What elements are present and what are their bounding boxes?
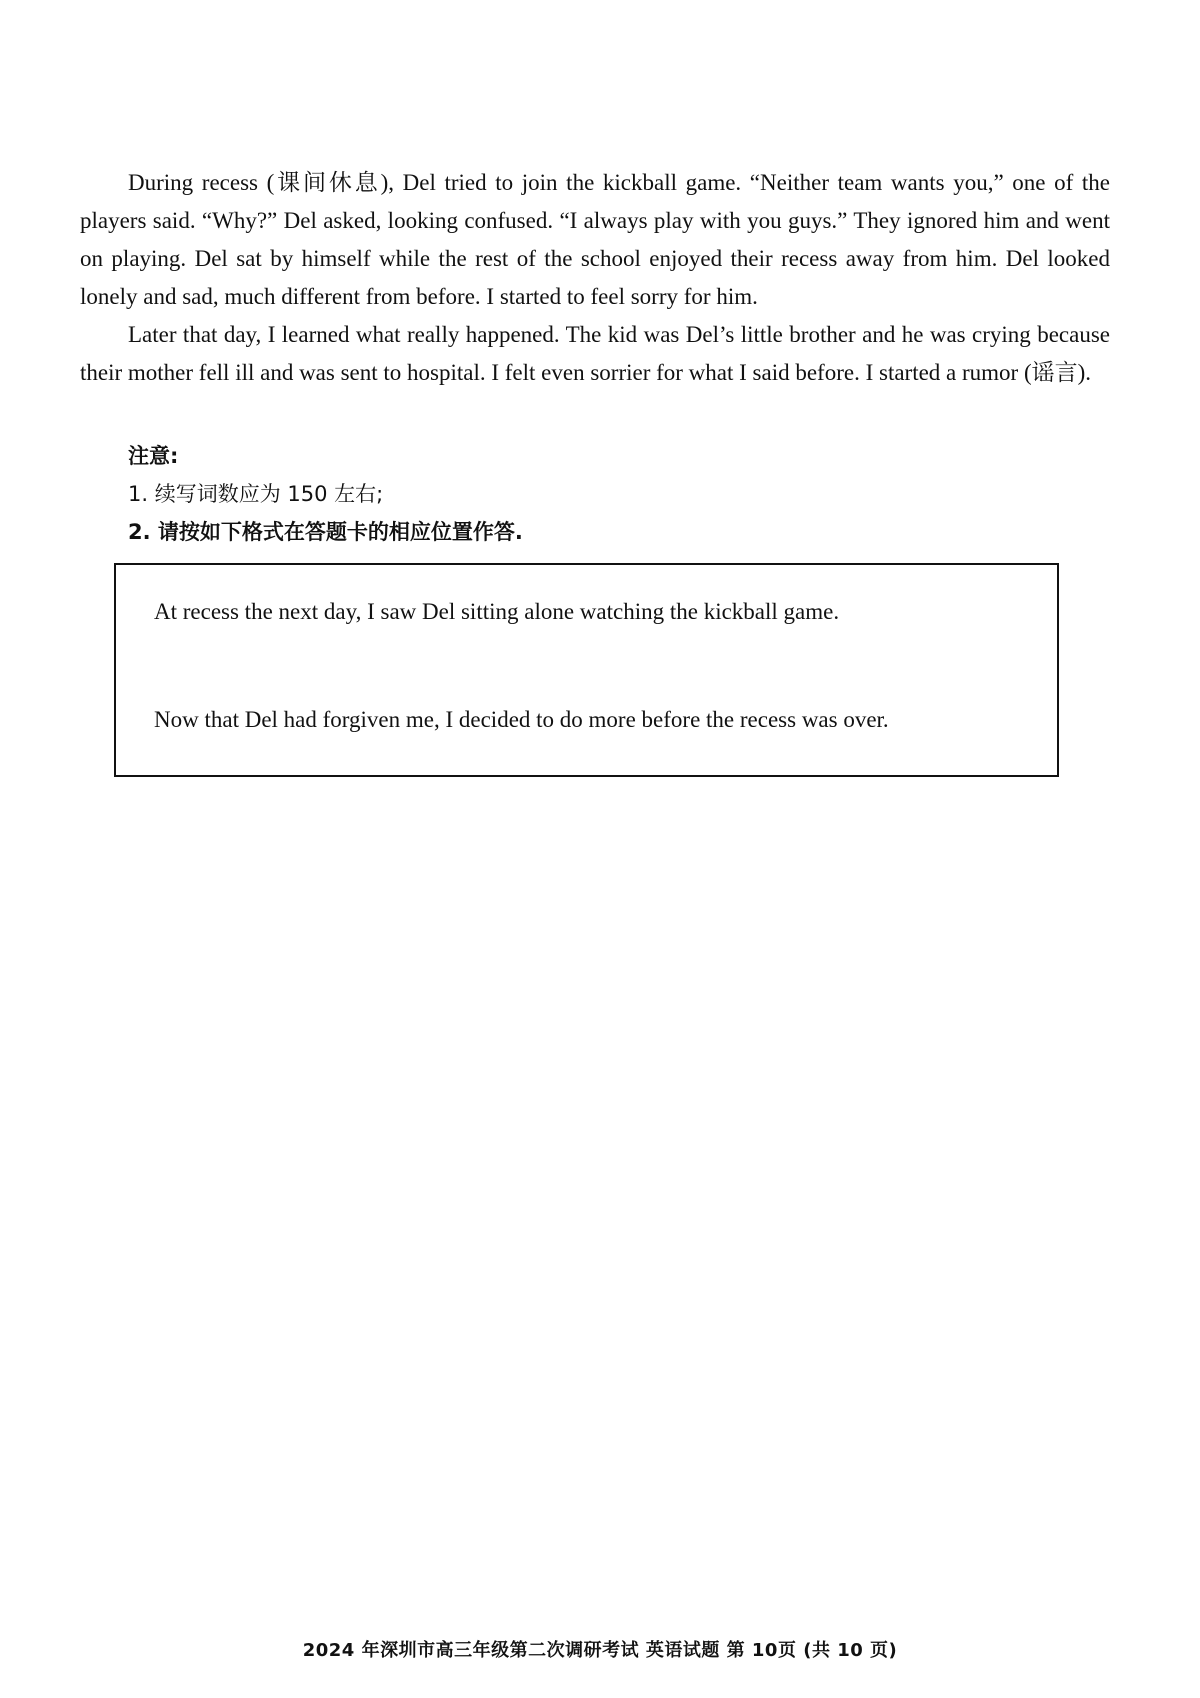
note-item-word-count: 1. 续写词数应为 150 左右; bbox=[128, 482, 384, 506]
answer-format-box bbox=[114, 563, 1059, 777]
notes-title: 注意: bbox=[128, 444, 179, 468]
note-item-format: 2. 请按如下格式在答题卡的相应位置作答. bbox=[128, 520, 523, 544]
instructions-notes bbox=[128, 437, 1028, 551]
passage-paragraph-1: During recess (课间休息), Del tried to join the kickball game. “Neither team wants you,” one of the players said. “Why?” Del asked, looking confused. “I always play with you guys.” They ignored him and went on playing. Del sat by himself while the rest of the school enjoyed their recess away from him. Del looked lonely and sad, much different from before. I started to feel sorry for him. bbox=[80, 170, 1110, 309]
continuation-opening-2: Now that Del had forgiven me, I decided to do more before the recess was over. bbox=[154, 707, 889, 732]
continuation-opening-1: At recess the next day, I saw Del sitting alone watching the kickball game. bbox=[154, 599, 840, 624]
page-footer: 2024 年深圳市高三年级第二次调研考试 英语试题 第 10页 (共 10 页) bbox=[302, 1640, 898, 1661]
story-passage bbox=[80, 164, 1110, 392]
passage-paragraph-2: Later that day, I learned what really happened. The kid was Del’s little brother and he was crying because their mother fell ill and was sent to hospital. I felt even sorrier for what I said before. I started a rumor (谣言). bbox=[80, 322, 1110, 385]
